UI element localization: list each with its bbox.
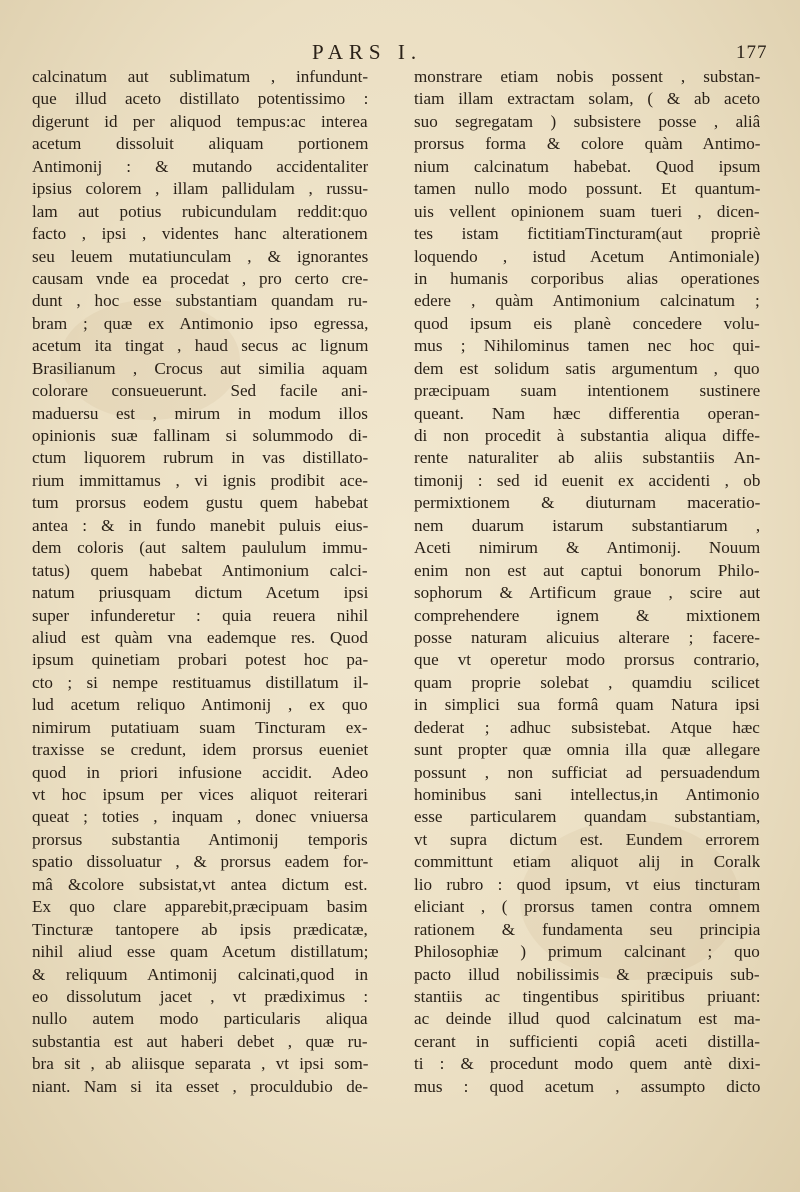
text-line: tes istam fictitiamTincturam(aut propriè bbox=[414, 224, 760, 244]
text-line: ipsum quinetiam probari potest hoc pa- bbox=[32, 650, 368, 670]
text-line: uis vellent opinionem suam tueri , dicen- bbox=[414, 201, 760, 221]
text-line: ctum liquorem rubrum in vas distillato- bbox=[32, 448, 368, 468]
text-line: vt hoc ipsum per vices aliquot reiterari bbox=[32, 785, 368, 804]
text-line: Tincturæ tantopere ab ipsis prædicatæ, bbox=[32, 919, 368, 939]
text-line: bra sit , ab aliisque separata , vt ipsi som- bbox=[32, 1054, 368, 1074]
text-line: traxisse se credunt, idem prorsus eueniet bbox=[32, 740, 368, 760]
text-line: facto , ipsi , videntes hanc alterationem bbox=[32, 224, 368, 244]
text-line: mus : quod acetum , assumpto dicto bbox=[414, 1076, 760, 1096]
text-line: monstrare etiam nobis possent , substan- bbox=[414, 67, 760, 86]
text-line: possunt , non sufficiat ad persuadendum bbox=[414, 762, 760, 782]
text-line: dunt , hoc esse substantiam quandam ru- bbox=[32, 291, 368, 311]
text-line: comprehendere ignem & mixtionem bbox=[414, 605, 760, 625]
text-line: di non procedit à substantia aliqua diffe- bbox=[414, 426, 760, 445]
text-line: edere , quàm Antimonium calcinatum ; bbox=[414, 291, 760, 311]
text-line: quod ipsum eis planè concedere volu- bbox=[414, 313, 760, 333]
text-line: colorare consueuerunt. Sed facile ani- bbox=[32, 381, 368, 401]
left-text-column bbox=[32, 66, 368, 1098]
text-line: calcinatum aut sublimatum , infundunt- bbox=[32, 67, 368, 86]
text-line: tiam illam extractam solam, ( & ab aceto bbox=[414, 89, 760, 109]
text-line: vt supra dictum est. Eundem errorem bbox=[414, 829, 760, 849]
text-line: Ex quo clare apparebit,præcipuam basim bbox=[32, 897, 368, 917]
text-line: pacto illud nobilissimis & præcipuis sub- bbox=[414, 964, 760, 984]
text-line: timonij : sed id euenit ex accidenti , ob bbox=[414, 470, 760, 490]
text-line: spatio dissoluatur , & prorsus eadem for- bbox=[32, 852, 368, 872]
text-line: antea : & in fundo manebit puluis eius- bbox=[32, 515, 368, 535]
text-line: rente naturaliter ab aliis substantiis An- bbox=[414, 448, 760, 468]
text-line: committunt etiam aliquot alij in Coralk bbox=[414, 852, 760, 872]
text-line: nem duarum istarum substantiarum , bbox=[414, 515, 760, 535]
text-line: super infunderetur : quia reuera nihil bbox=[32, 605, 368, 625]
text-line: enim non est aut captui bonorum Philo- bbox=[414, 560, 760, 580]
text-line: natum priusquam dictum Acetum ipsi bbox=[32, 583, 368, 603]
text-line: ti : & procedunt modo quem antè dixi- bbox=[414, 1054, 760, 1074]
text-line: quam proprie solebat , quamdiu scilicet bbox=[414, 672, 760, 692]
text-line: permixtionem & diuturnam maceratio- bbox=[414, 493, 760, 513]
text-line: bram ; quæ ex Antimonio ipso egressa, bbox=[32, 313, 368, 333]
text-line: tatus) quem habebat Antimonium calci- bbox=[32, 560, 368, 580]
text-line: eliciant , ( prorsus tamen contra omnem bbox=[414, 897, 760, 917]
text-line: que illud aceto distillato potentissimo : bbox=[32, 89, 368, 109]
text-line: Philosophiæ ) primum calcinant ; quo bbox=[414, 942, 760, 962]
text-line: dem coloris (aut saltem paululum immu- bbox=[32, 538, 368, 558]
text-line: nimirum putatiuam suam Tincturam ex- bbox=[32, 717, 368, 737]
text-line: loquendo , istud Acetum Antimoniale) bbox=[414, 246, 760, 266]
text-line: quod in priori infusione accidit. Adeo bbox=[32, 762, 368, 782]
text-line: mus ; Nihilominus tamen nec hoc qui- bbox=[414, 336, 760, 356]
text-line: cto ; si nempe restituamus distillatum il- bbox=[32, 672, 368, 692]
text-line: sophorum & Artificum graue , scire aut bbox=[414, 583, 760, 603]
text-line: prorsus substantia Antimonij temporis bbox=[32, 829, 368, 849]
text-line: hominibus sani intellectus,in Antimonio bbox=[414, 785, 760, 804]
text-line: mâ &colore subsistat,vt antea dictum est. bbox=[32, 874, 368, 894]
text-line: nium calcinatum habebat. Quod ipsum bbox=[414, 156, 760, 176]
text-line: aliud est quàm vna eademque res. Quod bbox=[32, 627, 368, 647]
text-line: maduersu est , mirum in modum illos bbox=[32, 403, 368, 423]
text-line: ipsius colorem , illam pallidulam , russu- bbox=[32, 179, 368, 199]
text-line: niant. Nam si ita esset , proculdubio de- bbox=[32, 1076, 368, 1096]
text-line: tum prorsus eodem gustu quem habebat bbox=[32, 493, 368, 513]
text-line: acetum dissoluit aliquam portionem bbox=[32, 134, 368, 154]
text-line: Aceti nimirum & Antimonij. Nouum bbox=[414, 538, 760, 558]
text-line: eo dissolutum jacet , vt prædiximus : bbox=[32, 986, 368, 1006]
text-line: nullo autem modo particularis aliqua bbox=[32, 1009, 368, 1029]
text-line: queant. Nam hæc differentia operan- bbox=[414, 403, 760, 423]
text-line: que vt operetur modo prorsus contrario, bbox=[414, 650, 760, 670]
text-line: præcipuam suam intentionem sustinere bbox=[414, 381, 760, 401]
text-line: sunt propter quæ omnia illa quæ allegare bbox=[414, 740, 760, 760]
text-line: seu leuem mutatiunculam , & ignorantes bbox=[32, 246, 368, 266]
text-line: causam vnde ea procedat , pro certo cre- bbox=[32, 268, 368, 288]
right-text-column bbox=[414, 66, 760, 1098]
running-head: PARS I. bbox=[312, 40, 423, 64]
text-line: suo segregatam ) subsistere posse , aliâ bbox=[414, 111, 760, 131]
text-line: Brasilianum , Crocus aut similia aquam bbox=[32, 358, 368, 378]
text-line: rationem & fundamenta seu principia bbox=[414, 919, 760, 939]
text-line: dederat ; adhuc subsistebat. Atque hæc bbox=[414, 717, 760, 737]
text-line: digerunt id per aliquod tempus:ac interea bbox=[32, 111, 368, 131]
text-line: cerant in sufficienti copiâ aceti distilla- bbox=[414, 1031, 760, 1051]
text-line: Antimonij : & mutando accidentaliter bbox=[32, 156, 368, 176]
text-line: tamen nullo modo possunt. Et quantum- bbox=[414, 179, 760, 199]
text-line: dem est solidum satis argumentum , quo bbox=[414, 358, 760, 378]
text-line: acetum ita tingat , haud secus ac lignum bbox=[32, 336, 368, 356]
text-line: esse particularem quandam substantiam, bbox=[414, 807, 760, 827]
text-line: & reliquum Antimonij calcinati,quod in bbox=[32, 964, 368, 984]
text-line: rium immittamus , vi ignis prodibit ace- bbox=[32, 470, 368, 490]
text-line: prorsus forma & colore quàm Antimo- bbox=[414, 134, 760, 154]
text-line: in humanis corporibus alias operationes bbox=[414, 268, 760, 288]
text-line: substantia est aut haberi debet , quæ ru- bbox=[32, 1031, 368, 1051]
text-line: posse naturam alicuius alterare ; facere- bbox=[414, 627, 760, 647]
text-line: lud acetum reliquo Antimonij , ex quo bbox=[32, 695, 368, 715]
text-line: lam aut potius rubicundulam reddit:quo bbox=[32, 201, 368, 221]
text-line: in simplici sua formâ quam Natura ipsi bbox=[414, 695, 760, 715]
text-line: opinionis suæ fallinam si solummodo di- bbox=[32, 426, 368, 445]
page-number: 177 bbox=[736, 42, 768, 63]
text-line: stantiis ac tingentibus spiritibus priuant: bbox=[414, 986, 760, 1006]
text-line: nihil aliud esse quam Acetum distillatum; bbox=[32, 942, 368, 962]
text-line: ac deinde illud quod calcinatum est ma- bbox=[414, 1009, 760, 1029]
text-line: lio rubro : quod ipsum, vt eius tincturam bbox=[414, 874, 760, 894]
text-line: queat ; toties , inquam , donec vniuersa bbox=[32, 807, 368, 827]
